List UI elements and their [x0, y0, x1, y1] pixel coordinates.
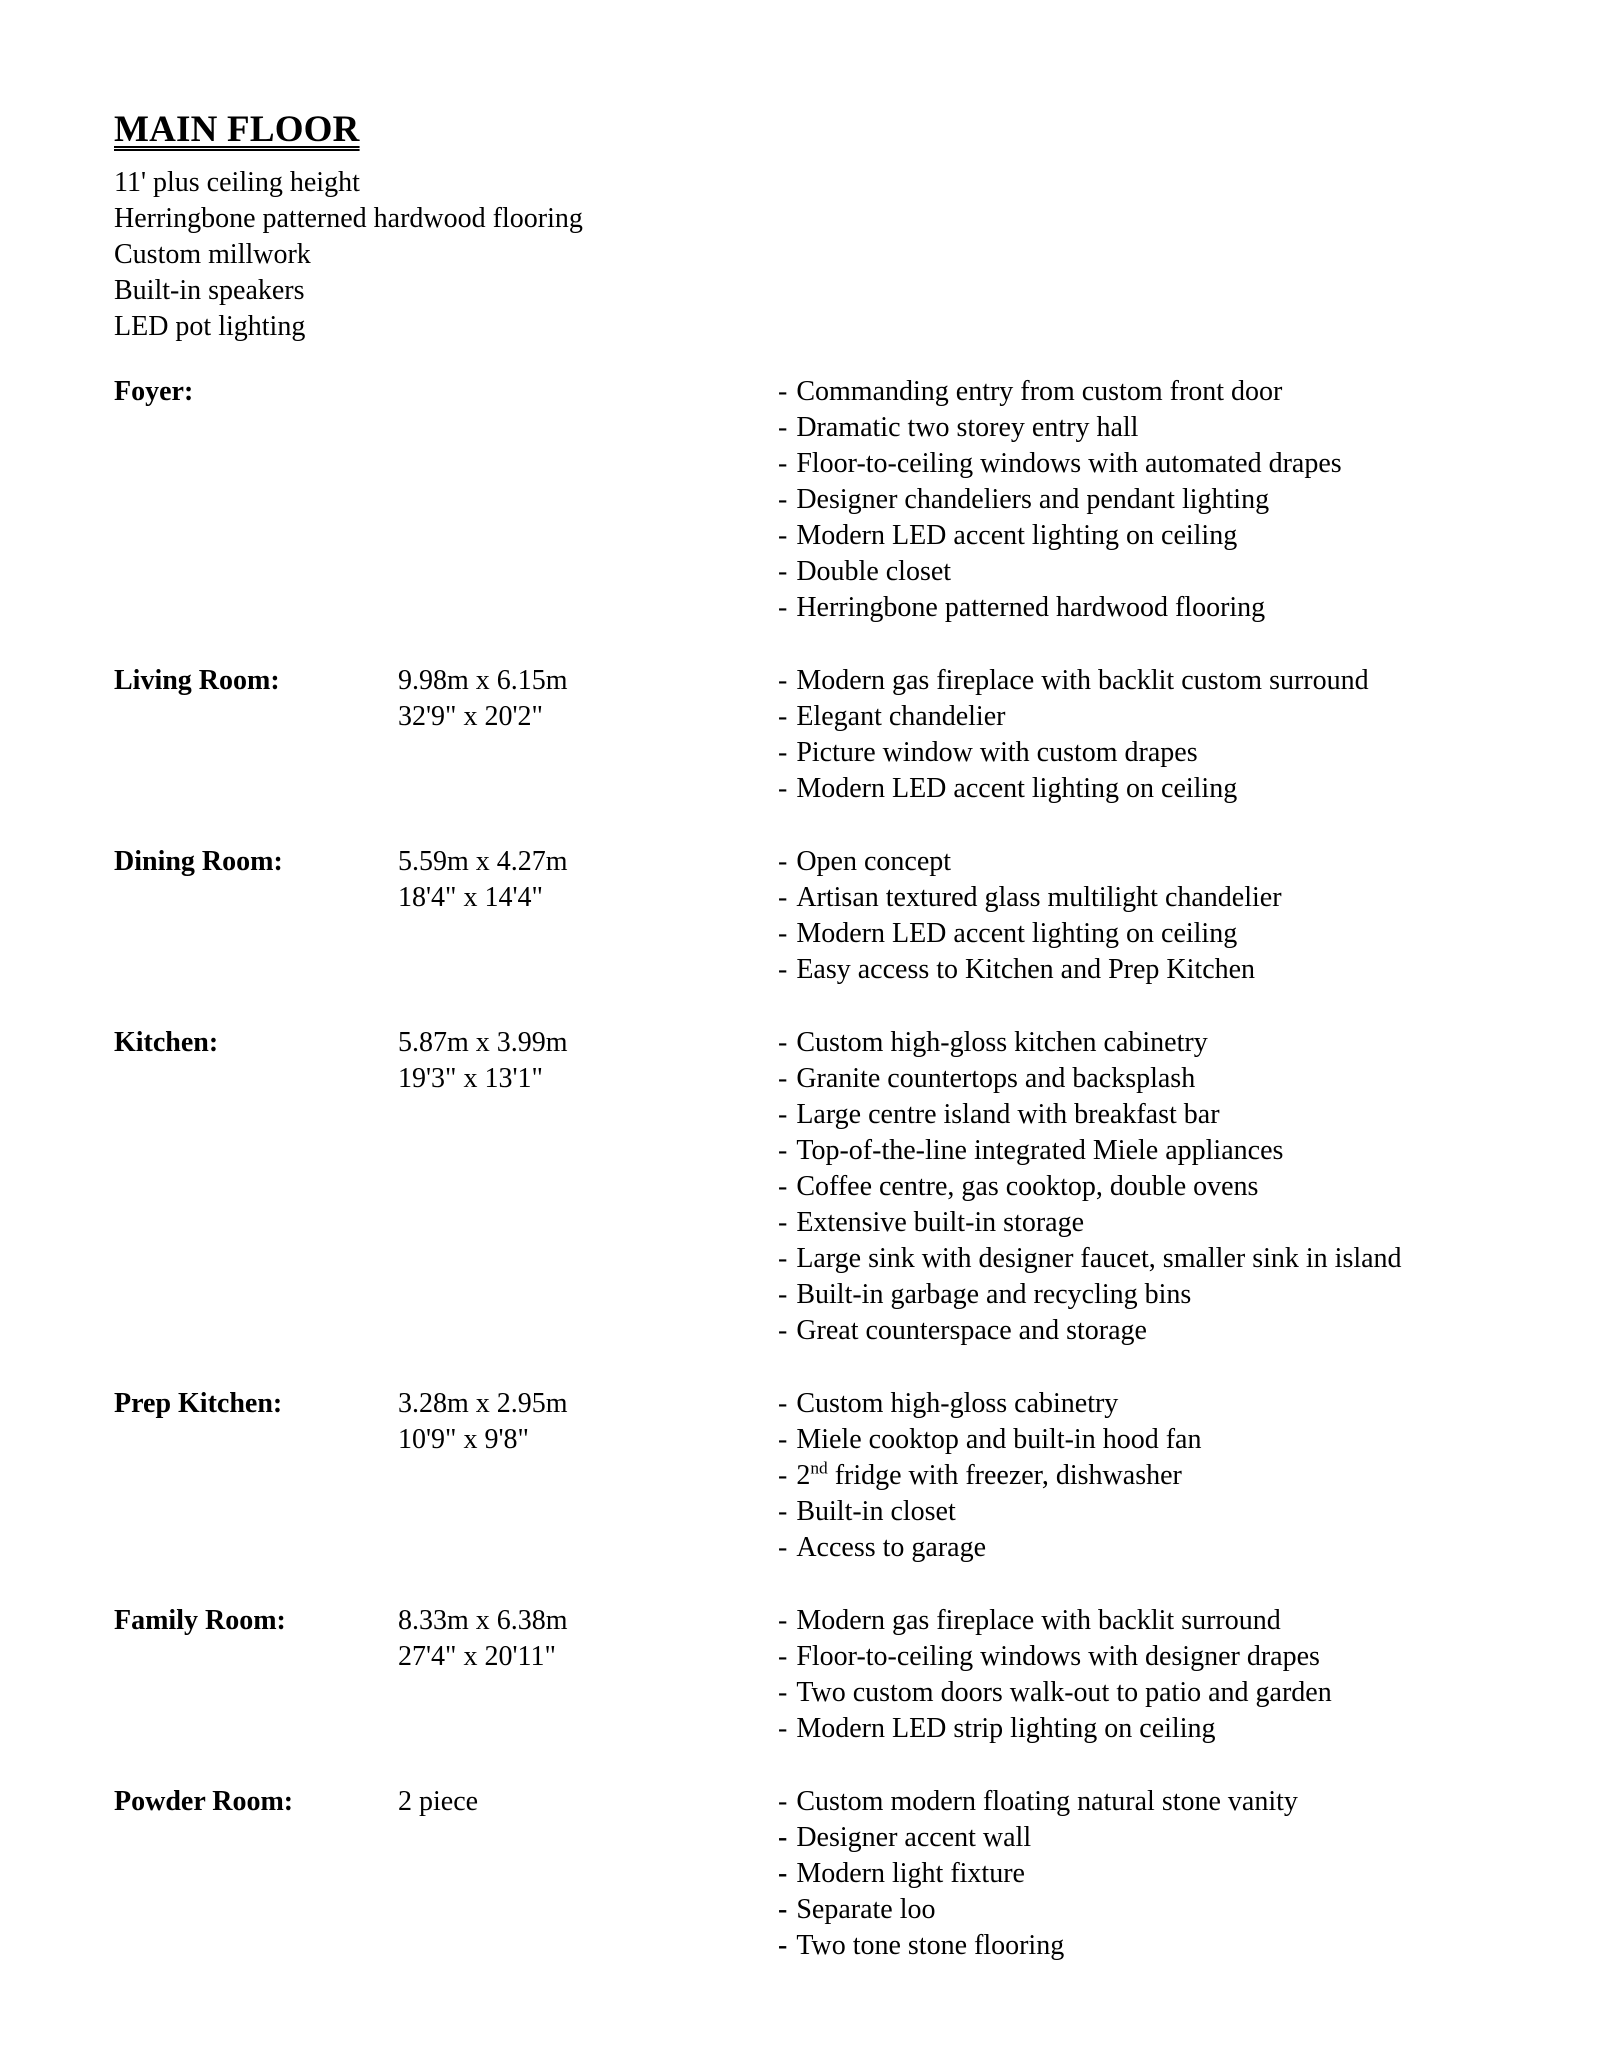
feature-text: Modern LED accent lighting on ceiling [796, 918, 1238, 949]
feature-text: Floor-to-ceiling windows with automated drapes [796, 448, 1342, 479]
section-features [778, 1784, 1544, 1964]
dimension-metric: 5.59m x 4.27m [398, 846, 568, 877]
section-dimensions [398, 663, 778, 735]
feature-item [778, 1892, 1544, 1928]
intro-line: Custom millwork [114, 239, 311, 270]
dimension-imperial: 32'9" x 20'2" [398, 701, 543, 732]
feature-item [778, 1603, 1544, 1639]
feature-item [778, 663, 1544, 699]
section-label: Living Room: [114, 665, 280, 696]
bullet-dash: - [778, 484, 788, 515]
feature-item [778, 1639, 1544, 1675]
feature-text-part: nd [810, 1458, 828, 1478]
section-label: Kitchen: [114, 1027, 219, 1058]
feature-item [778, 1494, 1544, 1530]
feature-item [778, 1169, 1544, 1205]
feature-text: Two tone stone flooring [796, 1930, 1065, 1961]
feature-item [778, 554, 1544, 590]
bullet-dash: - [778, 1135, 788, 1166]
intro-line: Herringbone patterned hardwood flooring [114, 203, 583, 234]
bullet-dash: - [778, 1099, 788, 1130]
bullet-dash: - [778, 737, 788, 768]
feature-text: Coffee centre, gas cooktop, double ovens [796, 1171, 1259, 1202]
bullet-dash: - [778, 1460, 788, 1491]
feature-text: Two custom doors walk-out to patio and garden [796, 1677, 1332, 1708]
bullet-dash: - [778, 1496, 788, 1527]
dimension-metric: 9.98m x 6.15m [398, 665, 568, 696]
feature-item [778, 1820, 1544, 1856]
section-dimensions [398, 844, 778, 916]
feature-text: Modern LED strip lighting on ceiling [796, 1713, 1216, 1744]
feature-text: Modern LED accent lighting on ceiling [796, 520, 1238, 551]
feature-item [778, 1097, 1544, 1133]
bullet-dash: - [778, 1786, 788, 1817]
section [114, 663, 1544, 807]
section [114, 374, 1544, 626]
bullet-dash: - [778, 1063, 788, 1094]
bullet-dash: - [778, 1027, 788, 1058]
feature-text-part: fridge with freezer, dishwasher [827, 1460, 1182, 1491]
feature-text: Designer chandeliers and pendant lighting [796, 484, 1270, 515]
bullet-dash: - [778, 918, 788, 949]
feature-text: Granite countertops and backsplash [796, 1063, 1196, 1094]
feature-text: Artisan textured glass multilight chandelier [796, 882, 1282, 913]
intro-line: Built-in speakers [114, 275, 305, 306]
bullet-dash: - [778, 556, 788, 587]
bullet-dash: - [778, 1388, 788, 1419]
dimension-imperial: 27'4" x 20'11" [398, 1641, 556, 1672]
bullet-dash: - [778, 1243, 788, 1274]
section-label: Dining Room: [114, 846, 283, 877]
dimension-metric: 3.28m x 2.95m [398, 1388, 568, 1419]
feature-text: Miele cooktop and built-in hood fan [796, 1424, 1202, 1455]
section [114, 1784, 1544, 1964]
section-label: Family Room: [114, 1605, 286, 1636]
bullet-dash: - [778, 1605, 788, 1636]
feature-item [778, 482, 1544, 518]
feature-item [778, 1277, 1544, 1313]
feature-text: Modern gas fireplace with backlit surround [796, 1605, 1281, 1636]
feature-item [778, 1422, 1544, 1458]
section [114, 1025, 1544, 1349]
feature-item [778, 1241, 1544, 1277]
bullet-dash: - [778, 1279, 788, 1310]
feature-item [778, 1025, 1544, 1061]
bullet-dash: - [778, 846, 788, 877]
section-features [778, 1025, 1544, 1349]
section-features [778, 374, 1544, 626]
section [114, 1386, 1544, 1566]
bullet-dash: - [778, 520, 788, 551]
bullet-dash: - [778, 1677, 788, 1708]
bullet-dash: - [778, 376, 788, 407]
feature-item [778, 1205, 1544, 1241]
bullet-dash: - [778, 1894, 788, 1925]
feature-text: Open concept [796, 846, 952, 877]
feature-text: Dramatic two storey entry hall [796, 412, 1139, 443]
bullet-dash: - [778, 665, 788, 696]
feature-text: Picture window with custom drapes [796, 737, 1198, 768]
dimension-imperial: 18'4" x 14'4" [398, 882, 543, 913]
feature-item [778, 1711, 1544, 1747]
intro-line: 11' plus ceiling height [114, 167, 360, 198]
bullet-dash: - [778, 1713, 788, 1744]
page-title [114, 108, 1544, 152]
section-dimensions [398, 1386, 778, 1458]
feature-text: Modern light fixture [796, 1858, 1025, 1889]
feature-text: Large sink with designer faucet, smaller sink in island [796, 1243, 1402, 1274]
feature-item [778, 771, 1544, 807]
feature-item [778, 735, 1544, 771]
bullet-dash: - [778, 1171, 788, 1202]
bullet-dash: - [778, 1641, 788, 1672]
feature-text: Access to garage [796, 1532, 987, 1563]
bullet-dash: - [778, 592, 788, 623]
section-features [778, 1386, 1544, 1566]
section-dimensions [398, 1603, 778, 1675]
bullet-dash: - [778, 954, 788, 985]
feature-text: Elegant chandelier [796, 701, 1006, 732]
feature-item [778, 1133, 1544, 1169]
feature-text: Double closet [796, 556, 952, 587]
dimension-metric: 8.33m x 6.38m [398, 1605, 568, 1636]
intro-line: LED pot lighting [114, 311, 306, 342]
feature-item [778, 590, 1544, 626]
feature-item [778, 1675, 1544, 1711]
feature-item [778, 1386, 1544, 1422]
feature-item [778, 952, 1544, 988]
section [114, 1603, 1544, 1747]
feature-text: Modern LED accent lighting on ceiling [796, 773, 1238, 804]
bullet-dash: - [778, 1858, 788, 1889]
bullet-dash: - [778, 1532, 788, 1563]
feature-item [778, 1856, 1544, 1892]
feature-text: Custom high-gloss cabinetry [796, 1388, 1119, 1419]
section-label: Prep Kitchen: [114, 1388, 283, 1419]
feature-text: Top-of-the-line integrated Miele appliances [796, 1135, 1284, 1166]
feature-text: Built-in closet [796, 1496, 956, 1527]
feature-item [778, 880, 1544, 916]
bullet-dash: - [778, 773, 788, 804]
feature-text: Built-in garbage and recycling bins [796, 1279, 1192, 1310]
bullet-dash: - [778, 1424, 788, 1455]
feature-item [778, 1784, 1544, 1820]
section-label: Powder Room: [114, 1786, 294, 1817]
page-title-text: MAIN FLOOR [114, 109, 360, 150]
feature-item [778, 916, 1544, 952]
intro-list [114, 165, 1544, 345]
section-label: Foyer: [114, 376, 194, 407]
feature-item [778, 446, 1544, 482]
section-dimensions [398, 1784, 778, 1820]
feature-text: Floor-to-ceiling windows with designer drapes [796, 1641, 1320, 1672]
feature-text: Commanding entry from custom front door [796, 376, 1283, 407]
document-content [114, 108, 1544, 1964]
bullet-dash: - [778, 1315, 788, 1346]
feature-text: Extensive built-in storage [796, 1207, 1085, 1238]
sections [114, 374, 1544, 1964]
dimension-imperial: 10'9" x 9'8" [398, 1424, 529, 1455]
feature-text [796, 1458, 1182, 1494]
bullet-dash: - [778, 412, 788, 443]
bullet-dash: - [778, 1822, 788, 1853]
section [114, 844, 1544, 988]
feature-item [778, 410, 1544, 446]
feature-item [778, 1928, 1544, 1964]
feature-item [778, 374, 1544, 410]
feature-text: Great counterspace and storage [796, 1315, 1147, 1346]
feature-text: Modern gas fireplace with backlit custom surround [796, 665, 1369, 696]
feature-text: Designer accent wall [796, 1822, 1032, 1853]
section-features [778, 844, 1544, 988]
feature-item [778, 518, 1544, 554]
section-features [778, 663, 1544, 807]
bullet-dash: - [778, 882, 788, 913]
bullet-dash: - [778, 701, 788, 732]
feature-text-part: 2 [796, 1460, 811, 1491]
feature-text: Separate loo [796, 1894, 936, 1925]
section-features [778, 1603, 1544, 1747]
feature-item [778, 699, 1544, 735]
dimension-imperial: 19'3" x 13'1" [398, 1063, 543, 1094]
feature-text: Custom modern floating natural stone vanity [796, 1786, 1298, 1817]
feature-item [778, 1313, 1544, 1349]
feature-text: Custom high-gloss kitchen cabinetry [796, 1027, 1208, 1058]
feature-item [778, 844, 1544, 880]
feature-text: Large centre island with breakfast bar [796, 1099, 1220, 1130]
feature-item [778, 1530, 1544, 1566]
feature-text: Herringbone patterned hardwood flooring [796, 592, 1266, 623]
bullet-dash: - [778, 1207, 788, 1238]
feature-item [778, 1061, 1544, 1097]
dimension-metric: 5.87m x 3.99m [398, 1027, 568, 1058]
dimension-metric: 2 piece [398, 1786, 479, 1817]
feature-item [778, 1458, 1544, 1494]
bullet-dash: - [778, 1930, 788, 1961]
section-dimensions [398, 1025, 778, 1097]
feature-text: Easy access to Kitchen and Prep Kitchen [796, 954, 1256, 985]
bullet-dash: - [778, 448, 788, 479]
